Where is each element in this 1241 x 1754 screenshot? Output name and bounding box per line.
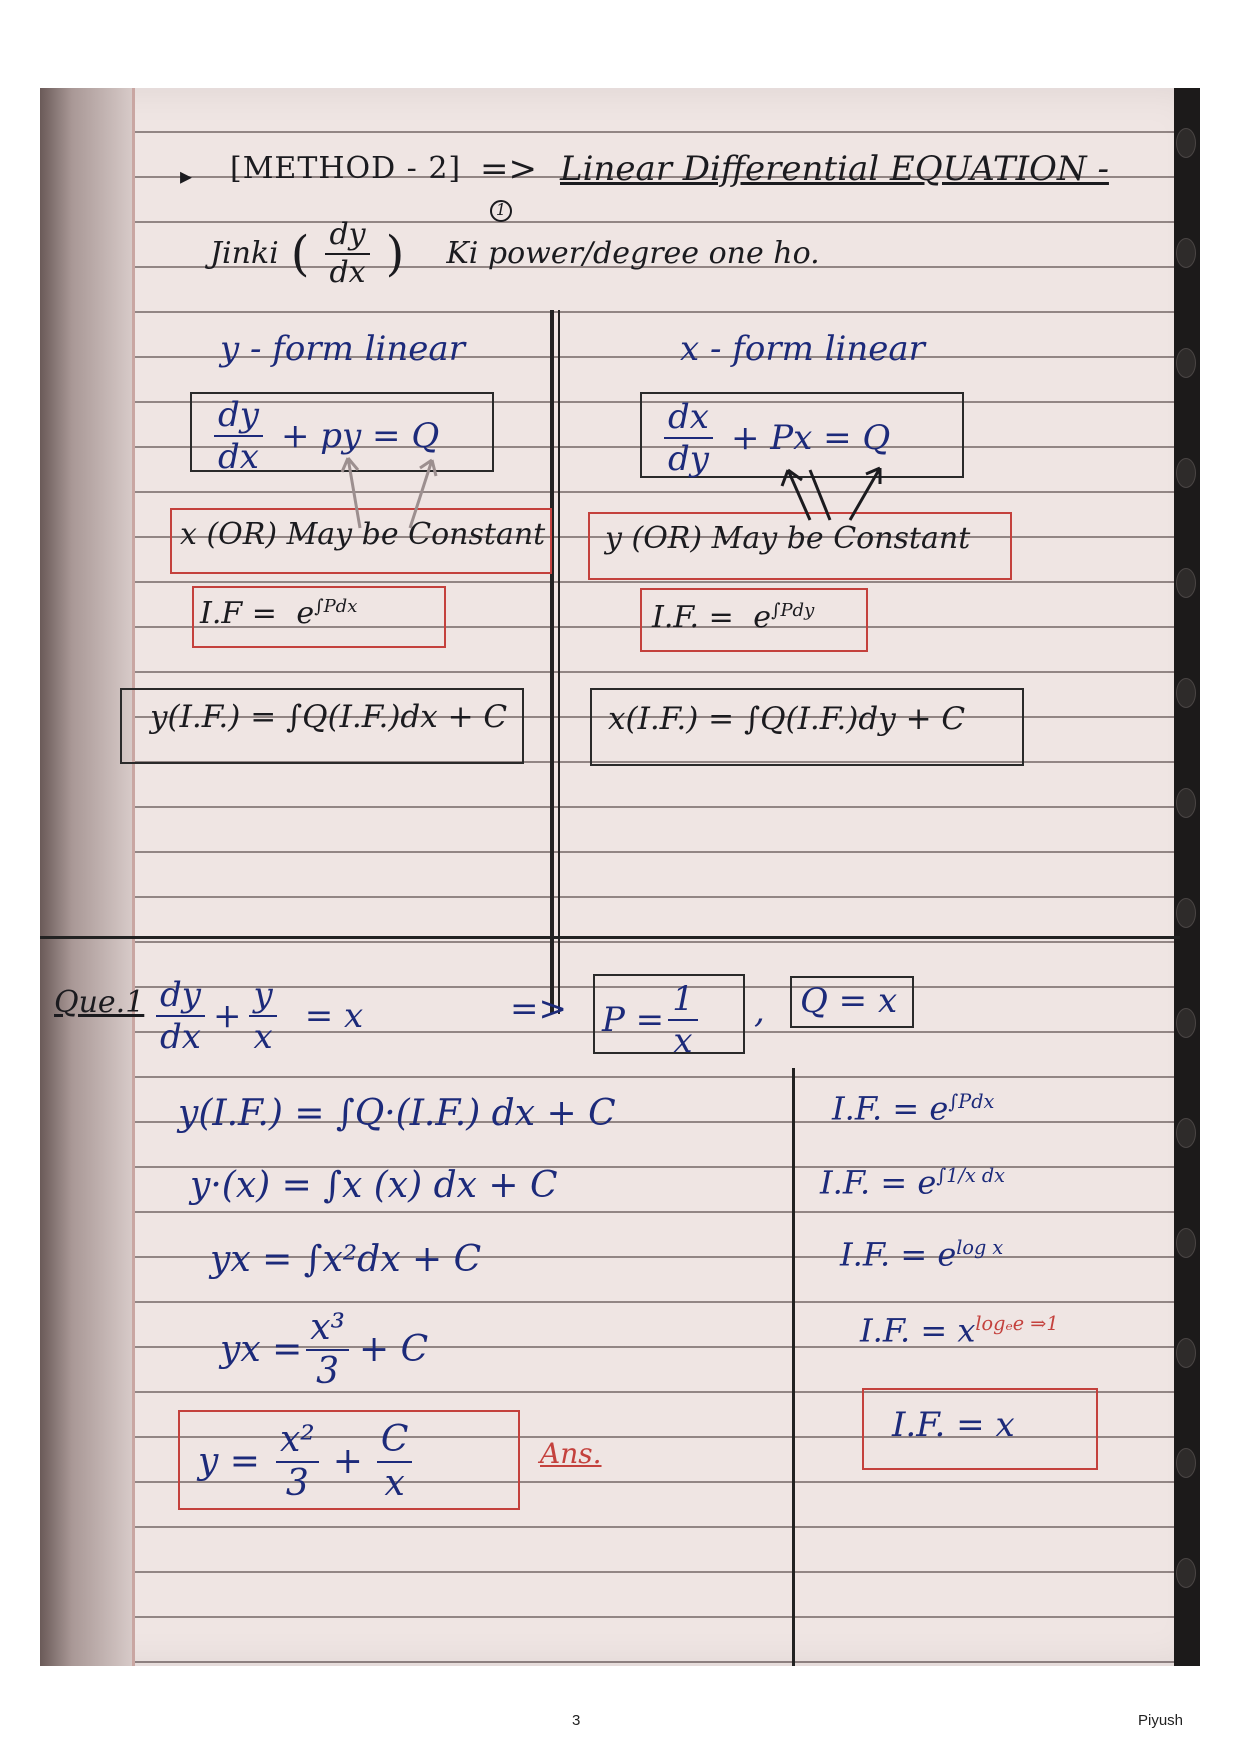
- solution-step-2: y·(x) = ∫x (x) dx + C: [190, 1165, 558, 1206]
- x-if-formula: I.F. = $e^{\int Pdy}$: [652, 600, 815, 635]
- circle-note: 1: [490, 200, 512, 222]
- y-arrows-icon: [340, 448, 460, 538]
- if-step-4: I.F. = $x^{log_ee \Rightarrow 1}$: [860, 1311, 1059, 1350]
- x-form-heading: x - form linear: [680, 329, 925, 369]
- x-arrows-icon: [770, 458, 910, 538]
- if-step-2: I.F. = $e^{\int 1/x dx}$: [820, 1163, 1005, 1202]
- answer-equation: y = $\frac{\text{x²}}{3}$ + $\frac{C}{x}$: [198, 1422, 416, 1502]
- if-result: I.F. = x: [892, 1405, 1015, 1445]
- column-divider-2: [558, 310, 560, 1014]
- definition-suffix: Ki power/degree one ho.: [446, 236, 820, 271]
- section-title: Linear Differential EQUATION -: [560, 149, 1109, 189]
- solution-step-1: y(I.F.) = ∫Q·(I.F.) dx + C: [178, 1093, 616, 1134]
- lower-column-divider: [792, 1068, 795, 1666]
- definition-line: Jinki ( $\frac{dy}{dx}$ ) Ki power/degree one ho.: [210, 217, 820, 290]
- question-comma: ,: [754, 991, 765, 1031]
- spiral-binding: [1174, 88, 1200, 1666]
- x-constant-note: y (OR) May be Constant: [605, 521, 971, 556]
- definition-fraction: $\frac{dy}{dx}$: [325, 220, 369, 288]
- section-divider: [40, 936, 1180, 939]
- p-value: P = $\frac{1}{x}$: [602, 982, 702, 1058]
- question-label: Que.1: [54, 985, 145, 1020]
- y-solution: y(I.F.) = ∫Q(I.F.)dx + C: [150, 699, 508, 735]
- definition-prefix: Jinki: [210, 236, 279, 271]
- bullet-icon: ▸: [180, 162, 194, 190]
- author-name: Piyush: [1138, 1712, 1184, 1729]
- page-number: 3: [572, 1712, 581, 1729]
- question-equation: $\frac{dy}{dx}$ + $\frac{y}{x}$ = x: [152, 978, 363, 1054]
- y-if-formula: $I.F = e^{\int Pdx}$: [200, 596, 358, 631]
- solution-step-4: yx = $\frac{\text{x³}}{3}$ + C: [220, 1307, 429, 1392]
- method-label: [METHOD - 2]: [230, 151, 462, 186]
- column-divider: [550, 310, 554, 1014]
- solution-step-3: yx = ∫x²dx + C: [210, 1239, 482, 1280]
- header-arrow: =>: [480, 149, 537, 189]
- notebook-page: [40, 88, 1200, 1666]
- y-form-equation: $\frac{dy}{dx}$ + py = Q: [210, 398, 439, 474]
- q-value: Q = x: [800, 981, 898, 1021]
- if-step-3: I.F. = $e^{log x}$: [840, 1235, 1004, 1274]
- y-form-heading: y - form linear: [220, 329, 465, 369]
- x-form-equation: $\frac{dx}{dy}$ + Px = Q: [660, 400, 890, 476]
- question-arrow: =>: [510, 989, 567, 1029]
- if-step-1: I.F. = $e^{\int Pdx}$: [832, 1089, 995, 1128]
- margin-line: [132, 88, 135, 1666]
- answer-tag: Ans.: [540, 1437, 602, 1470]
- x-solution: x(I.F.) = ∫Q(I.F.)dy + C: [608, 701, 966, 737]
- page-left-shadow: [40, 88, 132, 1666]
- y-constant-note: x (OR) May be Constant: [180, 517, 546, 552]
